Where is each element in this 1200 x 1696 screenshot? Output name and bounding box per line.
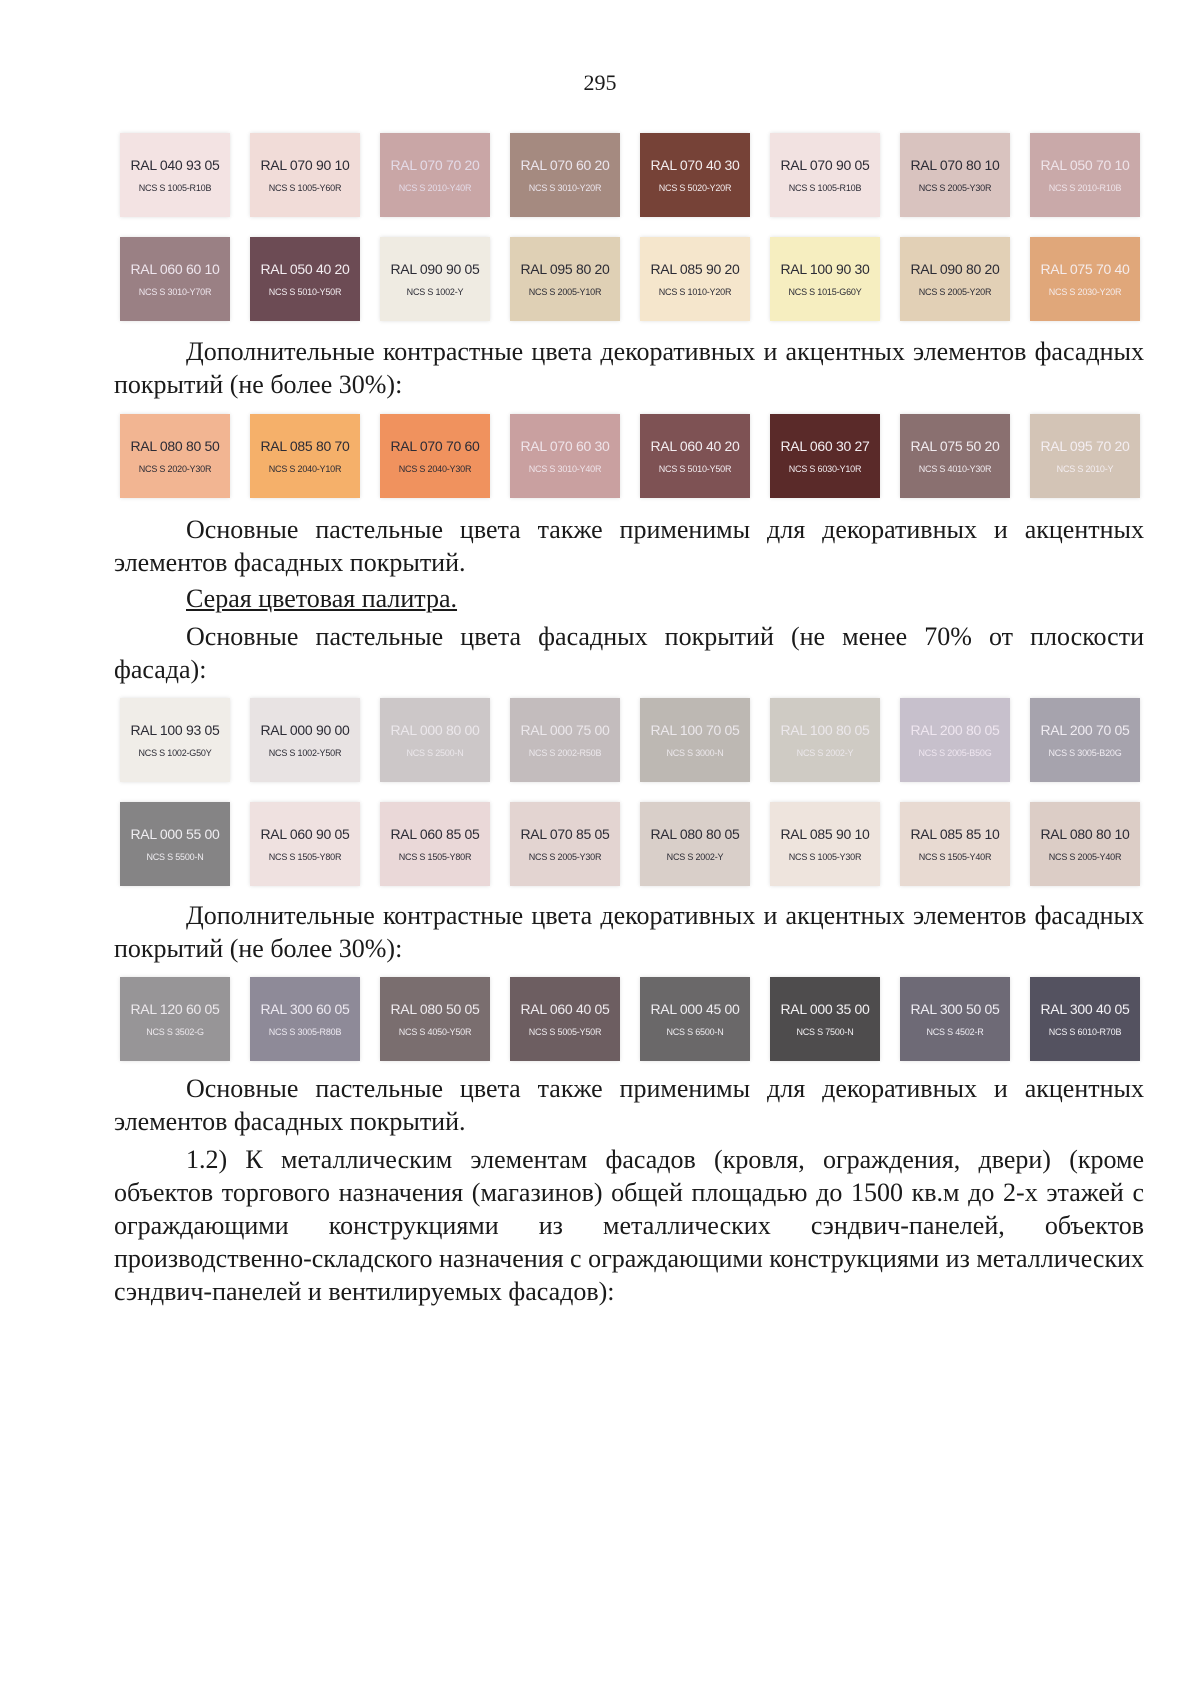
color-swatch [380, 802, 490, 886]
ncs-code: NCS S 2500-N [406, 748, 464, 758]
color-swatch [900, 414, 1010, 498]
color-swatch [250, 237, 360, 321]
color-swatch [380, 414, 490, 498]
ral-code: RAL 095 70 20 [1040, 438, 1130, 454]
ncs-code: NCS S 1505-Y80R [398, 852, 472, 862]
ncs-code: NCS S 7500-N [796, 1027, 854, 1037]
ral-code: RAL 070 70 60 [390, 438, 480, 454]
ral-code: RAL 000 75 00 [520, 722, 610, 738]
ral-code: RAL 085 85 10 [910, 826, 1000, 842]
ncs-code: NCS S 2040-Y10R [268, 464, 342, 474]
paragraph-pastel-applicable-2: Основные пастельные цвета также применимы для декоративных и акцентных элементов фасадных покрытий. [114, 1074, 1144, 1136]
color-swatch [640, 802, 750, 886]
ral-code: RAL 100 80 05 [780, 722, 870, 738]
ncs-code: NCS S 1505-Y40R [918, 852, 992, 862]
ncs-code: NCS S 1005-R10B [788, 183, 862, 193]
ncs-code: NCS S 1015-G60Y [788, 287, 862, 297]
ral-code: RAL 070 40 30 [650, 157, 740, 173]
ncs-code: NCS S 2010-Y [1056, 464, 1114, 474]
ncs-code: NCS S 5020-Y20R [658, 183, 732, 193]
ncs-code: NCS S 2005-B50G [918, 748, 992, 758]
ral-code: RAL 100 93 05 [130, 722, 220, 738]
color-swatch [380, 977, 490, 1061]
ncs-code: NCS S 5005-Y50R [528, 1027, 602, 1037]
ral-code: RAL 085 90 20 [650, 261, 740, 277]
paragraph-contrast-colors-1: Дополнительные контрастные цвета декоративных и акцентных элементов фасадных покрытий (не более 30%): [114, 337, 1144, 399]
ncs-code: NCS S 1002-Y [406, 287, 464, 297]
ral-code: RAL 000 55 00 [130, 826, 220, 842]
color-swatch [250, 802, 360, 886]
ral-code: RAL 090 90 05 [390, 261, 480, 277]
ral-code: RAL 060 30 27 [780, 438, 870, 454]
color-swatch [640, 977, 750, 1061]
color-swatch [1030, 133, 1140, 217]
ncs-code: NCS S 6500-N [666, 1027, 724, 1037]
color-swatch [1030, 237, 1140, 321]
ncs-code: NCS S 3010-Y70R [138, 287, 212, 297]
ncs-code: NCS S 1010-Y20R [658, 287, 732, 297]
ral-code: RAL 070 60 20 [520, 157, 610, 173]
ral-code: RAL 000 45 00 [650, 1001, 740, 1017]
ral-code: RAL 090 80 20 [910, 261, 1000, 277]
grey-palette-heading: Серая цветовая палитра. [186, 584, 458, 613]
ncs-code: NCS S 2005-Y20R [918, 287, 992, 297]
ncs-code: NCS S 5010-Y50R [658, 464, 732, 474]
ral-code: RAL 080 80 10 [1040, 826, 1130, 842]
color-swatch [900, 802, 1010, 886]
color-swatch [640, 133, 750, 217]
swatch-grid-grey-main-row1 [120, 698, 1140, 782]
ncs-code: NCS S 2040-Y30R [398, 464, 472, 474]
ncs-code: NCS S 2005-Y30R [528, 852, 602, 862]
ncs-code: NCS S 5010-Y50R [268, 287, 342, 297]
ral-code: RAL 060 90 05 [260, 826, 350, 842]
color-swatch [120, 237, 230, 321]
ncs-code: NCS S 3005-B20G [1048, 748, 1122, 758]
color-swatch [120, 977, 230, 1061]
color-swatch [250, 133, 360, 217]
color-swatch [900, 698, 1010, 782]
color-swatch [510, 133, 620, 217]
ncs-code: NCS S 3010-Y20R [528, 183, 602, 193]
ral-code: RAL 100 90 30 [780, 261, 870, 277]
swatch-grid-top-main-row1 [120, 133, 1140, 217]
color-swatch [380, 237, 490, 321]
color-swatch [770, 237, 880, 321]
ral-code: RAL 120 60 05 [130, 1001, 220, 1017]
color-swatch [770, 414, 880, 498]
color-swatch [770, 802, 880, 886]
ncs-code: NCS S 3010-Y40R [528, 464, 602, 474]
ncs-code: NCS S 2005-Y10R [528, 287, 602, 297]
ncs-code: NCS S 1005-Y60R [268, 183, 342, 193]
color-swatch [770, 133, 880, 217]
ncs-code: NCS S 2002-Y [666, 852, 724, 862]
ral-code: RAL 000 90 00 [260, 722, 350, 738]
ral-code: RAL 070 90 05 [780, 157, 870, 173]
ral-code: RAL 050 40 20 [260, 261, 350, 277]
color-swatch [120, 802, 230, 886]
ral-code: RAL 060 40 20 [650, 438, 740, 454]
ncs-code: NCS S 3000-N [666, 748, 724, 758]
color-swatch [1030, 977, 1140, 1061]
ral-code: RAL 200 70 05 [1040, 722, 1130, 738]
ral-code: RAL 060 85 05 [390, 826, 480, 842]
ral-code: RAL 040 93 05 [130, 157, 220, 173]
ral-code: RAL 050 70 10 [1040, 157, 1130, 173]
color-swatch [900, 977, 1010, 1061]
ncs-code: NCS S 4010-Y30R [918, 464, 992, 474]
ncs-code: NCS S 2010-Y40R [398, 183, 472, 193]
color-swatch [900, 237, 1010, 321]
color-swatch [510, 977, 620, 1061]
ncs-code: NCS S 4502-R [926, 1027, 984, 1037]
swatch-grid-grey-contrast [120, 977, 1140, 1061]
ral-code: RAL 075 50 20 [910, 438, 1000, 454]
color-swatch [120, 414, 230, 498]
ral-code: RAL 070 60 30 [520, 438, 610, 454]
ral-code: RAL 095 80 20 [520, 261, 610, 277]
ncs-code: NCS S 2010-R10B [1048, 183, 1122, 193]
ral-code: RAL 085 90 10 [780, 826, 870, 842]
ncs-code: NCS S 2020-Y30R [138, 464, 212, 474]
color-swatch [120, 133, 230, 217]
color-swatch [380, 698, 490, 782]
color-swatch [640, 698, 750, 782]
ral-code: RAL 070 80 10 [910, 157, 1000, 173]
ncs-code: NCS S 2005-Y30R [918, 183, 992, 193]
color-swatch [510, 698, 620, 782]
grey-palette-heading-wrap [114, 582, 1144, 615]
ncs-code: NCS S 1505-Y80R [268, 852, 342, 862]
ncs-code: NCS S 6010-R70B [1048, 1027, 1122, 1037]
ncs-code: NCS S 2030-Y20R [1048, 287, 1122, 297]
color-swatch [250, 977, 360, 1061]
paragraph-grey-main: Основные пастельные цвета фасадных покрытий (не менее 70% от плоскости фасада): [114, 622, 1144, 684]
paragraph-metal-elements: 1.2) К металлическим элементам фасадов (кровля, ограждения, двери) (кроме объектов торгового назначения (магазинов) общей площадью до 1500 кв.м до 2-х этажей с ограждающими конструкциями из металлических сэндвич-панелей, объектов производственно-складского назначения с ограждающими конструкциями из металлических сэндвич-панелей и вентилируемых фасадов): [114, 1145, 1144, 1306]
color-swatch [510, 414, 620, 498]
ncs-code: NCS S 1002-Y50R [268, 748, 342, 758]
ral-code: RAL 000 80 00 [390, 722, 480, 738]
ral-code: RAL 075 70 40 [1040, 261, 1130, 277]
ncs-code: NCS S 1002-G50Y [138, 748, 212, 758]
ncs-code: NCS S 1005-R10B [138, 183, 212, 193]
paragraph-pastel-applicable-1: Основные пастельные цвета также применимы для декоративных и акцентных элементов фасадных покрытий. [114, 515, 1144, 577]
ral-code: RAL 070 70 20 [390, 157, 480, 173]
color-swatch [640, 237, 750, 321]
paragraph-contrast-colors-2: Дополнительные контрастные цвета декоративных и акцентных элементов фасадных покрытий (не более 30%): [114, 901, 1144, 963]
ral-code: RAL 060 40 05 [520, 1001, 610, 1017]
color-swatch [1030, 802, 1140, 886]
color-swatch [510, 802, 620, 886]
swatch-grid-grey-main-row2 [120, 802, 1140, 886]
ral-code: RAL 300 40 05 [1040, 1001, 1130, 1017]
color-swatch [900, 133, 1010, 217]
ral-code: RAL 000 35 00 [780, 1001, 870, 1017]
ral-code: RAL 085 80 70 [260, 438, 350, 454]
color-swatch [120, 698, 230, 782]
ncs-code: NCS S 2002-Y [796, 748, 854, 758]
ral-code: RAL 300 60 05 [260, 1001, 350, 1017]
color-swatch [1030, 414, 1140, 498]
ral-code: RAL 080 80 50 [130, 438, 220, 454]
ncs-code: NCS S 5500-N [146, 852, 204, 862]
page-number: 295 [583, 70, 617, 95]
ncs-code: NCS S 1005-Y30R [788, 852, 862, 862]
color-swatch [250, 698, 360, 782]
ral-code: RAL 070 90 10 [260, 157, 350, 173]
ncs-code: NCS S 4050-Y50R [398, 1027, 472, 1037]
swatch-grid-top-contrast [120, 414, 1140, 498]
color-swatch [640, 414, 750, 498]
color-swatch [770, 977, 880, 1061]
ncs-code: NCS S 2002-R50B [528, 748, 602, 758]
ral-code: RAL 200 80 05 [910, 722, 1000, 738]
ral-code: RAL 300 50 05 [910, 1001, 1000, 1017]
ral-code: RAL 080 80 05 [650, 826, 740, 842]
ral-code: RAL 060 60 10 [130, 261, 220, 277]
color-swatch [380, 133, 490, 217]
ral-code: RAL 100 70 05 [650, 722, 740, 738]
ncs-code: NCS S 6030-Y10R [788, 464, 862, 474]
ncs-code: NCS S 3502-G [146, 1027, 204, 1037]
ncs-code: NCS S 2005-Y40R [1048, 852, 1122, 862]
color-swatch [510, 237, 620, 321]
ncs-code: NCS S 3005-R80B [268, 1027, 342, 1037]
color-swatch [250, 414, 360, 498]
ral-code: RAL 080 50 05 [390, 1001, 480, 1017]
swatch-grid-top-main-row2 [120, 237, 1140, 321]
color-swatch [770, 698, 880, 782]
color-swatch [1030, 698, 1140, 782]
ral-code: RAL 070 85 05 [520, 826, 610, 842]
